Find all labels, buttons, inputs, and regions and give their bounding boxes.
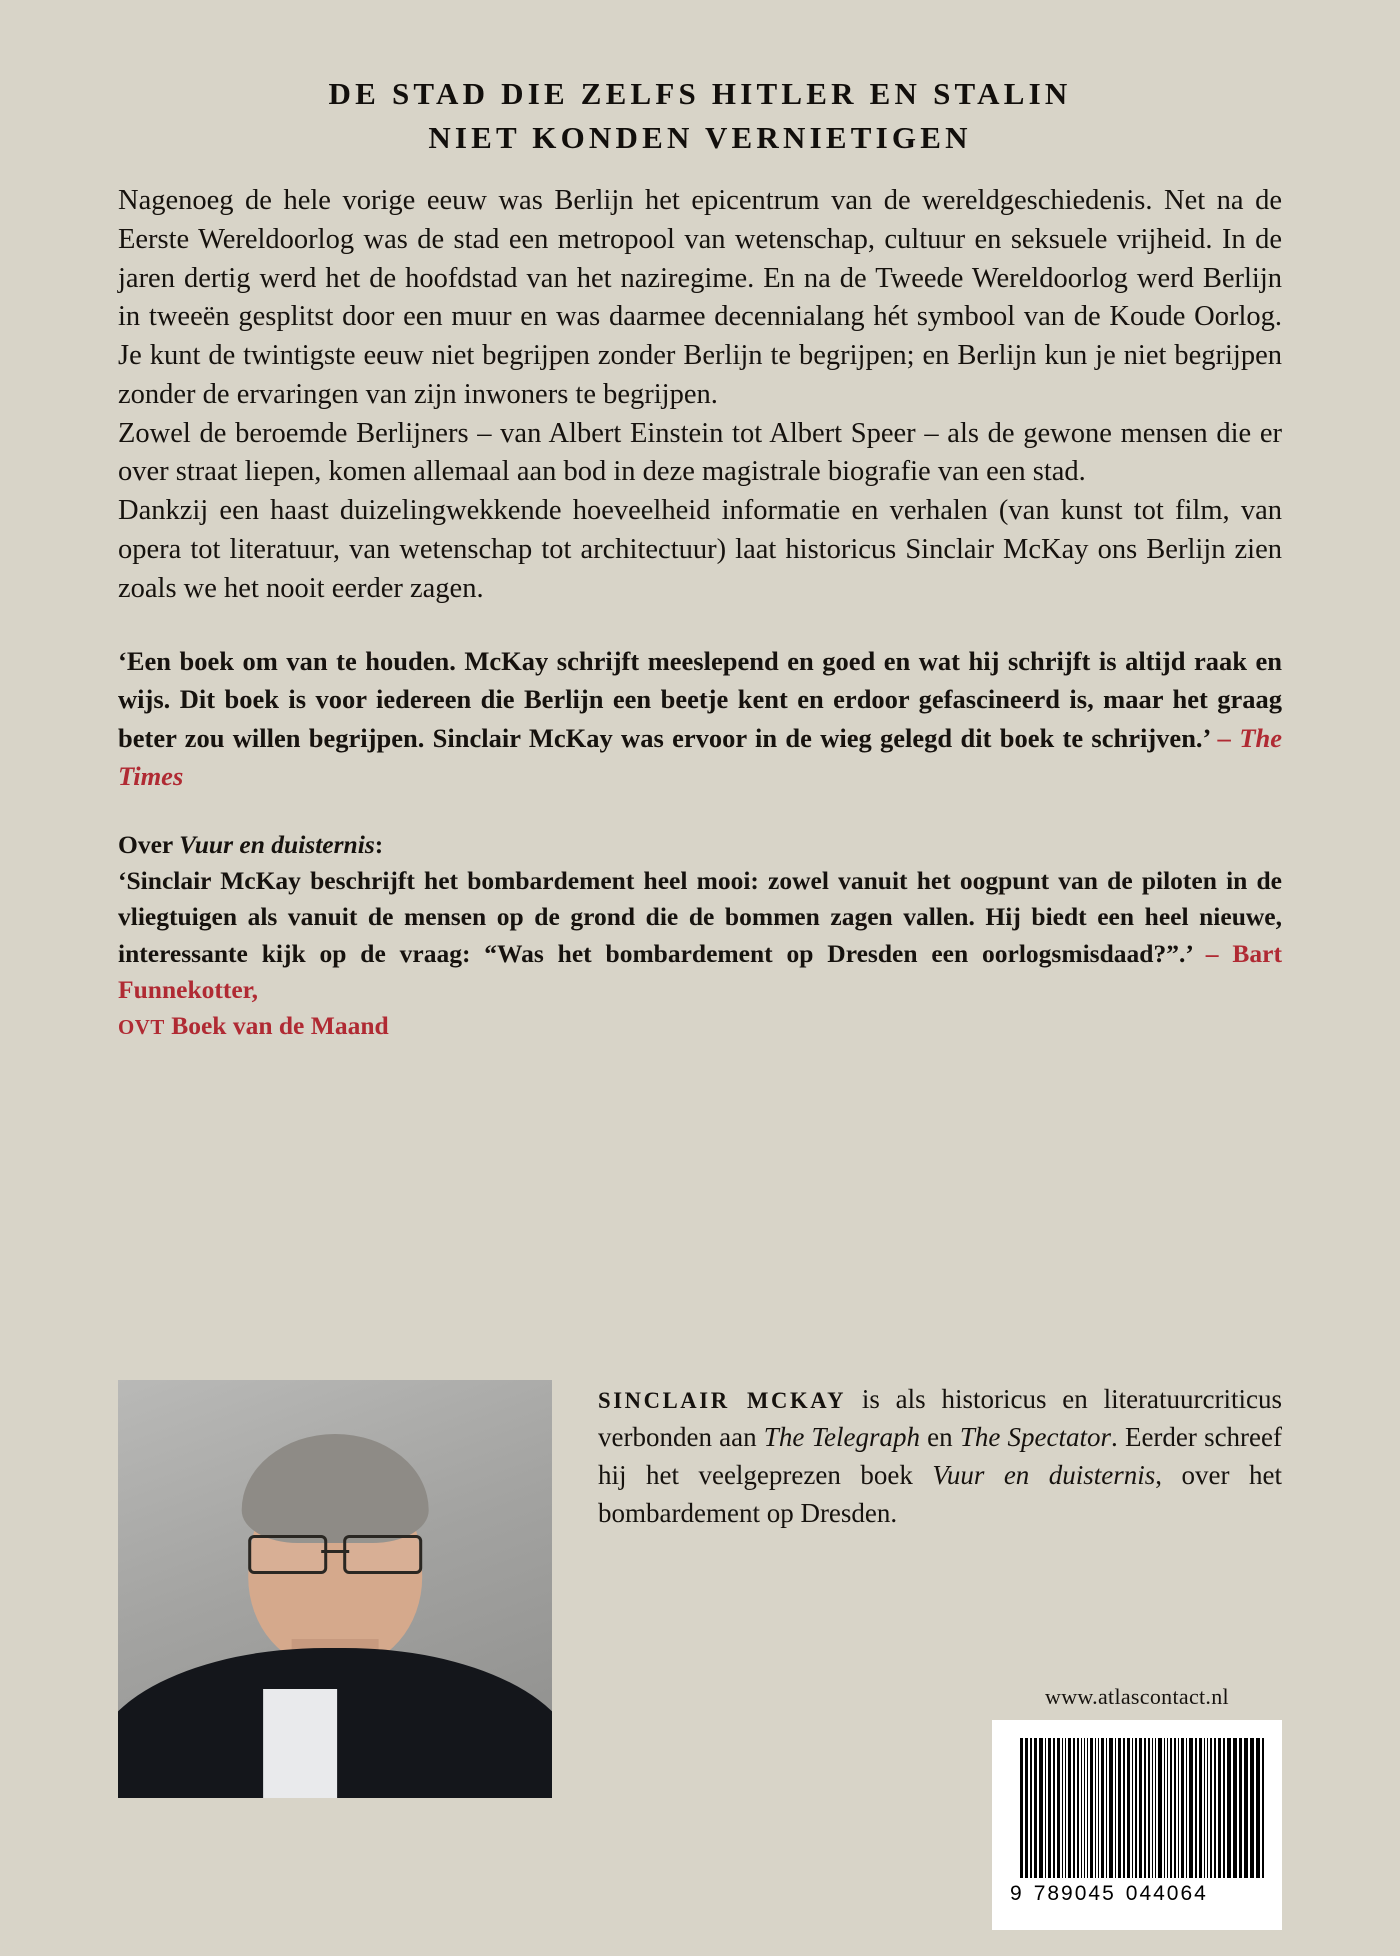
blurb-paragraph-2: Zowel de beroemde Berlijners – van Albert Einstein tot Albert Speer – als de gewone mensen die er over straat liepen, komen allemaal aan bod in deze magistrale biografie van een stad. bbox=[118, 417, 1282, 488]
review-quote-2-intro-title: Vuur en duisternis bbox=[179, 829, 375, 859]
page-title-line-2: NIET KONDEN VERNIETIGEN bbox=[428, 120, 972, 156]
review-quote-2-intro bbox=[118, 827, 1282, 863]
blurb-text bbox=[118, 182, 1282, 608]
review-quote-2-intro-tail: : bbox=[374, 829, 384, 859]
review-quote-2-source-name: Bart Funnekotter, bbox=[118, 938, 1282, 1004]
author-bio bbox=[552, 1380, 1282, 1532]
isbn-prefix: 9 bbox=[1010, 1882, 1024, 1905]
author-portrait-photo bbox=[118, 1380, 552, 1798]
author-bio-italic-3: Vuur en duisternis bbox=[932, 1460, 1156, 1491]
author-bio-italic-2: The Spectator bbox=[959, 1422, 1112, 1453]
review-quote-2-source-outlet-rest: Boek van de Maand bbox=[164, 1010, 389, 1040]
isbn-group-2: 044064 bbox=[1125, 1882, 1208, 1905]
author-bio-part-3: . Eerder schreef hij het veelgeprezen boek bbox=[598, 1422, 1283, 1491]
barcode-bars bbox=[1020, 1738, 1266, 1878]
author-bio-part-2: en bbox=[920, 1422, 960, 1453]
author-bio-part-1: is als historicus en literatuurcriticus verbonden aan bbox=[598, 1384, 1282, 1453]
review-quote-2-intro-plain: Over bbox=[118, 829, 180, 859]
blurb-paragraph-3: Dankzij een haast duizelingwekkende hoeveelheid informatie en verhalen (van kunst tot film, van opera tot literatuur, van wetenschap tot architectuur) laat historicus Sinclair McKay ons Berlijn zien zoals we het nooit eerder zagen. bbox=[118, 495, 1282, 604]
glasses-icon bbox=[248, 1535, 422, 1568]
barcode bbox=[992, 1720, 1282, 1930]
publisher-website-url[interactable]: www.atlascontact.nl bbox=[1045, 1684, 1229, 1709]
author-bio-italic-1: The Telegraph bbox=[763, 1422, 920, 1453]
review-quote-2-source-dash: – bbox=[1191, 938, 1233, 968]
glasses-left-lens bbox=[248, 1535, 327, 1574]
review-quote-2 bbox=[118, 827, 1282, 1044]
review-quote-1-source-text: – The Times bbox=[118, 722, 1283, 791]
isbn-group-1: 789045 bbox=[1033, 1882, 1116, 1905]
blurb-paragraph-1: Nagenoeg de hele vorige eeuw was Berlijn het epicentrum van de wereldgeschiedenis. Net na de Eerste Wereldoorlog was de stad een metropool van wetenschap, cultuur en seksuele vrijheid. In de jaren dertig werd het de hoofdstad van het naziregime. En na de Tweede Wereldoorlog werd Berlijn in tweeën gesplitst door een muur en was daarmee decennialang hét symbool van de Koude Oorlog. Je kunt de twintigste eeuw niet begrijpen zonder Berlijn te begrijpen; en Berlijn kun je niet begrijpen zonder de ervaringen van zijn inwoners te begrijpen. bbox=[118, 185, 1282, 410]
review-quote-1-text: ‘Een boek om van te houden. McKay schrijft meeslepend en goed en wat hij schrijft is altijd raak en wijs. Dit boek is voor iedereen die Berlijn een beetje kent en erdoor gefascineerd is, maar het graag beter zou willen begrijpen. Sinclair McKay was ervoor in de wieg gelegd dit boek te schrijven.’ bbox=[118, 646, 1282, 753]
page-title bbox=[118, 72, 1282, 160]
glasses-bridge bbox=[321, 1550, 349, 1553]
review-quote-2-source-outlet-caps: OVT bbox=[118, 1014, 165, 1039]
page-title-line-1: DE STAD DIE ZELFS HITLER EN STALIN bbox=[328, 76, 1072, 111]
barcode-digits bbox=[1008, 1882, 1266, 1906]
review-quote-2-text: ‘Sinclair McKay beschrijft het bombardement heel mooi: zowel vanuit het oogpunt van de piloten in de vliegtuigen als vanuit de mensen op de grond die de bommen zagen vallen. Hij biedt een heel nieuwe, interessante kijk op de vraag: “Was het bombardement op Dresden een oorlogsmisdaad?”.’ bbox=[118, 866, 1282, 968]
review-quote-2-source-outlet bbox=[118, 1008, 1282, 1044]
author-bio-part-4: , over het bombardement op Dresden. bbox=[598, 1460, 1282, 1529]
portrait-shirt bbox=[263, 1689, 337, 1798]
review-quote-1 bbox=[118, 642, 1282, 795]
glasses-right-lens bbox=[343, 1535, 422, 1574]
author-name: SINCLAIR MCKAY bbox=[598, 1388, 847, 1413]
